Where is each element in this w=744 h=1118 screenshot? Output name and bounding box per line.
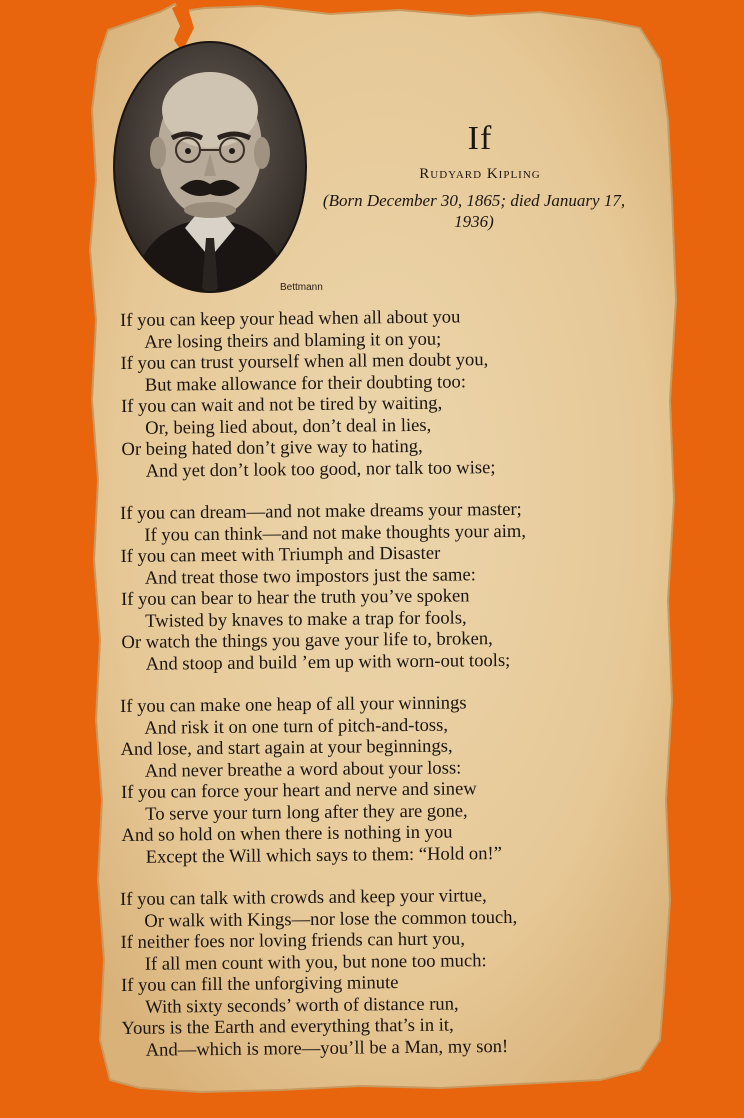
poem-line: And risk it on one turn of pitch-and-toss, xyxy=(144,714,449,739)
poem-author: Rudyard Kipling xyxy=(419,166,541,182)
poem-line: If neither foes nor loving friends can hurt you, xyxy=(120,928,466,953)
poem-line: And treat those two impostors just the same: xyxy=(144,563,476,589)
poem-line: Or being hated don’t give way to hating, xyxy=(121,435,423,460)
author-dates: (Born December 30, 1865; died January 17, 1936) xyxy=(322,191,626,231)
poem-line: If you can bear to hear the truth you’ve spoken xyxy=(120,585,470,610)
poem-line: If you can make one heap of all your winnings xyxy=(120,692,467,717)
poem-line: Twisted by knaves to make a trap for fools, xyxy=(145,606,467,632)
poem-title: If xyxy=(467,120,493,157)
poem-body xyxy=(120,306,527,1082)
poem-line: Yours is the Earth and everything that’s in it, xyxy=(121,1014,454,1039)
poem-line: If you can wait and not be tired by waiting, xyxy=(120,392,443,417)
poem-stanza xyxy=(120,499,527,675)
poem-line: And never breathe a word about your loss: xyxy=(144,756,462,782)
poem-line: And lose, and start again at your beginnings, xyxy=(120,735,453,760)
poem-stanza xyxy=(120,885,527,1061)
poem-line: And stoop and build ’em up with worn-out tools; xyxy=(145,649,511,675)
poem-line: Or walk with Kings—nor lose the common touch, xyxy=(144,906,518,932)
poem-line: If you can meet with Triumph and Disaster xyxy=(120,542,441,567)
poem-line: If you can trust yourself when all men doubt you, xyxy=(120,349,489,374)
poem-line: And yet don’t look too good, nor talk too wise; xyxy=(145,456,496,482)
poem-stanza xyxy=(120,306,527,482)
poem-line: If you can think—and not make thoughts your aim, xyxy=(144,520,527,546)
poem-line: With sixty seconds’ worth of distance run, xyxy=(145,992,459,1018)
poem-line: And—which is more—you’ll be a Man, my son! xyxy=(145,1035,509,1061)
poem-line: If all men count with you, but none too much: xyxy=(144,949,487,975)
poem-line: If you can talk with crowds and keep your virtue, xyxy=(120,885,487,910)
poem-line: Are losing theirs and blaming it on you; xyxy=(144,328,442,353)
poem-line: If you can fill the unforgiving minute xyxy=(120,972,399,996)
poem-line: If you can force your heart and nerve and sinew xyxy=(120,778,477,803)
author-portrait xyxy=(110,38,310,296)
poem-line: If you can keep your head when all about you xyxy=(120,306,461,331)
poem-stanza xyxy=(120,692,527,868)
photo-credit: Bettmann xyxy=(280,282,323,293)
poem-line: And so hold on when there is nothing in you xyxy=(121,821,453,846)
poem-line: To serve your turn long after they are gone, xyxy=(145,799,468,825)
poem-line: Or, being lied about, don’t deal in lies, xyxy=(145,414,432,439)
poem-line: Or watch the things you gave your life to, broken, xyxy=(121,628,493,653)
poem-line: Except the Will which says to them: “Hold on!” xyxy=(145,842,503,868)
poem-line: If you can dream—and not make dreams your master; xyxy=(120,498,522,524)
poem-line: But make allowance for their doubting too: xyxy=(144,370,467,396)
